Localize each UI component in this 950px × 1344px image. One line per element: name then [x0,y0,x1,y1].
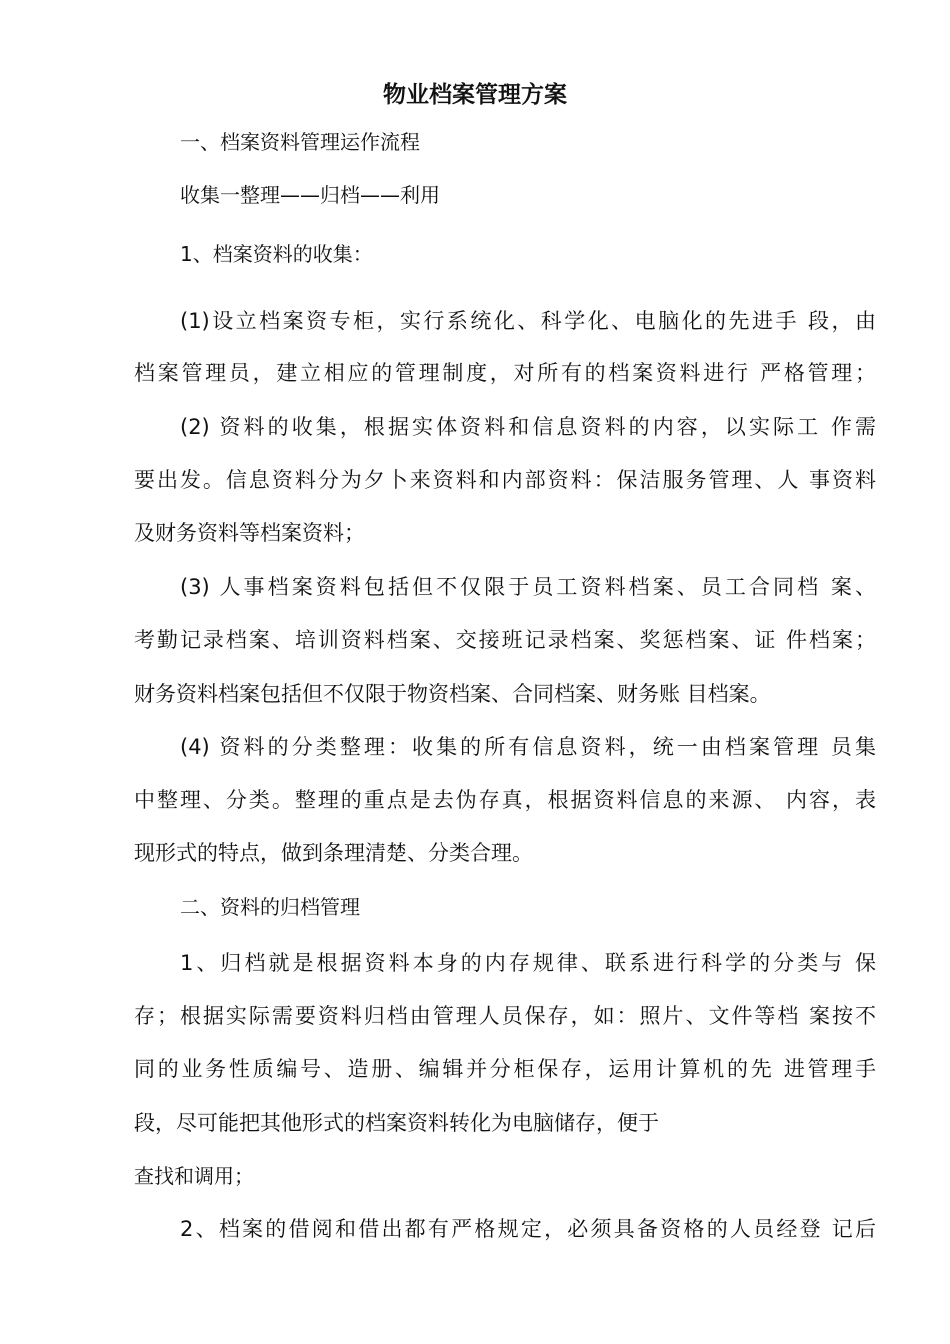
paragraph-line: 及财务资料等档案资料； [134,521,365,545]
section-heading-2: 二、资料的归档管理 [180,895,360,919]
paragraph-line: 查找和调用； [134,1164,254,1188]
paragraph-line: 现形式的特点，做到条理清楚、分类合理。 [134,841,533,865]
paragraph-line: 存；根据实际需要资料归档由管理人员保存，如：照片、文件等档 案按不 [134,1004,876,1028]
paragraph-line: 收集一整理——归档——利用 [180,183,440,207]
paragraph-line: 中整理、分类。整理的重点是去伪存真，根据资料信息的来源、 内容，表 [134,788,876,812]
paragraph-line: (2) 资料的收集，根据实体资料和信息资料的内容，以实际工 作需 [180,415,876,439]
paragraph-line: 档案管理员，建立相应的管理制度，对所有的档案资料进行 严格管理； [134,361,876,385]
document-title: 物业档案管理方案 [383,82,567,108]
paragraph-line: (1)设立档案资专柜，实行系统化、科学化、电脑化的先进手 段，由 [180,309,876,333]
paragraph-line: 同的业务性质编号、造册、编辑并分柜保存，运用计算机的先 进管理手 [134,1057,876,1081]
paragraph-line: 1、归档就是根据资料本身的内存规律、联系进行科学的分类与 保 [180,951,876,975]
paragraph-line: (4) 资料的分类整理：收集的所有信息资料，统一由档案管理 员集 [180,735,876,759]
section-heading-1: 一、档案资料管理运作流程 [180,130,420,154]
paragraph-line: 2、档案的借阅和借出都有严格规定，必须具备资格的人员经登 记后 [180,1217,876,1241]
paragraph-line: 财务资料档案包括但不仅限于物资档案、合同档案、财务账 目档案。 [134,682,771,706]
subheading-line: 1、档案资料的收集： [180,242,373,266]
paragraph-line: 段，尽可能把其他形式的档案资料转化为电脑储存，便于 [134,1111,659,1135]
paragraph-line: 考勤记录档案、培训资料档案、交接班记录档案、奖惩档案、证 件档案； [134,628,876,652]
paragraph-line: 要出发。信息资料分为夕卜来资料和内部资料：保洁服务管理、人 事资料 [134,468,876,492]
paragraph-line: (3) 人事档案资料包括但不仅限于员工资料档案、员工合同档 案、 [180,575,876,599]
